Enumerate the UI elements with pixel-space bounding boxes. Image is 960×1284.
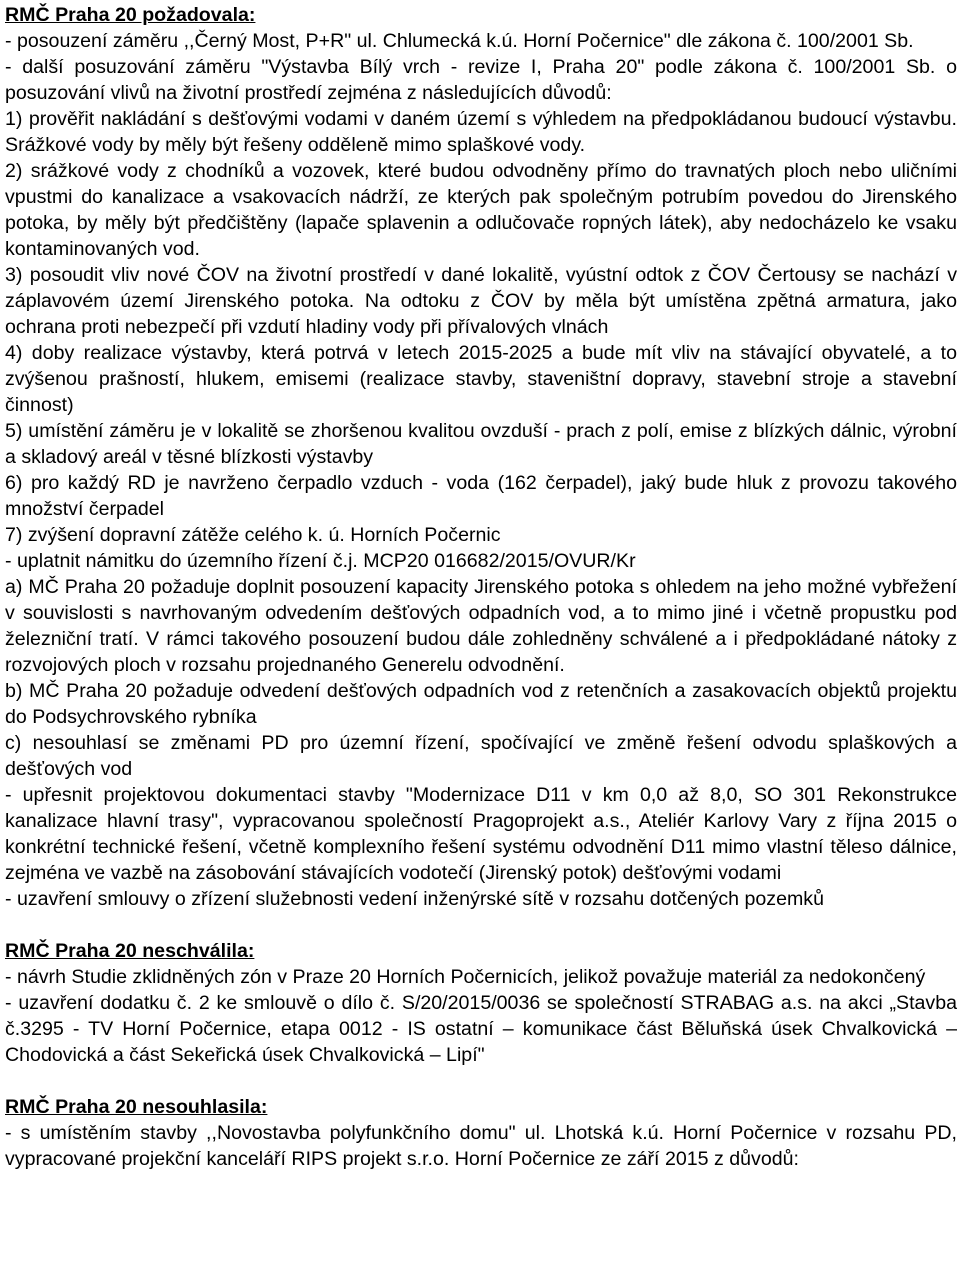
document-page — [5, 2, 957, 1172]
paragraph: 3) posoudit vliv nové ČOV na životní prostředí v dané lokalitě, vyústní odtok z ČOV Čertousy se nachází v záplavovém území Jirenského potoka. Na odtoku z ČOV by měla být umístěna zpětná armatura, jako ochrana proti nebezpečí při vzdutí hladiny vody při přívalových vlnách — [5, 264, 957, 338]
section-heading: RMČ Praha 20 nesouhlasila: — [5, 1096, 268, 1118]
paragraph: a) MČ Praha 20 požaduje doplnit posouzení kapacity Jirenského potoka s ohledem na jeho možné vybřežení v souvislosti s navrhovaným odvedením dešťových odpadních vod, a to mimo jiné i včetně propustku pod železniční tratí. V rámci takového posouzení budou dále zohledněny schválené a i předpokládané nátoky z rozvojových ploch v rozsahu projednaného Generelu odvodnění. — [5, 576, 957, 676]
paragraph: - posouzení záměru ,,Černý Most, P+R" ul. Chlumecká k.ú. Horní Počernice" dle zákona č. 100/2001 Sb. — [5, 30, 914, 52]
paragraph: - uzavření smlouvy o zřízení služebnosti vedení inženýrské sítě v rozsahu dotčených pozemků — [5, 888, 824, 910]
section-nesouhlasila — [5, 1094, 957, 1172]
paragraph: c) nesouhlasí se změnami PD pro územní řízení, spočívající ve změně řešení odvodu splaškových a dešťových vod — [5, 732, 957, 780]
paragraph: - další posuzování záměru "Výstavba Bílý vrch - revize I, Praha 20" podle zákona č. 100/2001 Sb. o posuzování vlivů na životní prostředí zejména z následujících důvodů: — [5, 56, 957, 104]
paragraph: 1) prověřit nakládání s dešťovými vodami v daném území s výhledem na předpokládanou budoucí výstavbu. Srážkové vody by měly být řešeny odděleně mimo splaškové vody. — [5, 108, 957, 156]
paragraph: 7) zvýšení dopravní zátěže celého k. ú. Horních Počernic — [5, 524, 501, 546]
section-spacer — [5, 912, 957, 938]
paragraph: - s umístěním stavby ,,Novostavba polyfunkčního domu" ul. Lhotská k.ú. Horní Počernice v rozsahu PD, vypracované projekční kanceláří RIPS projekt s.r.o. Horní Počernice ze září 2015 z důvodů: — [5, 1122, 957, 1170]
section-heading: RMČ Praha 20 požadovala: — [5, 4, 256, 26]
paragraph: - uplatnit námitku do územního řízení č.j. MCP20 016682/2015/OVUR/Kr — [5, 550, 636, 572]
paragraph: 5) umístění záměru je v lokalitě se zhoršenou kvalitou ovzduší - prach z polí, emise z blízkých dálnic, výrobní a skladový areál v těsné blízkosti výstavby — [5, 420, 957, 468]
section-pozadovala — [5, 2, 957, 912]
paragraph: - návrh Studie zklidněných zón v Praze 20 Horních Počernicích, jelikož považuje materiál za nedokončený — [5, 966, 926, 988]
section-neschvalila — [5, 938, 957, 1068]
paragraph: - uzavření dodatku č. 2 ke smlouvě o dílo č. S/20/2015/0036 se společností STRABAG a.s. na akci „Stavba č.3295 - TV Horní Počernice, etapa 0012 - IS ostatní – komunikace část Běluňská úsek Chvalkovická – Chodovická a část Sekeřická úsek Chvalkovická – Lipí" — [5, 992, 957, 1066]
paragraph: 6) pro každý RD je navrženo čerpadlo vzduch - voda (162 čerpadel), jaký bude hluk z provozu takového množství čerpadel — [5, 472, 957, 520]
section-heading: RMČ Praha 20 neschválila: — [5, 940, 255, 962]
paragraph: b) MČ Praha 20 požaduje odvedení dešťových odpadních vod z retenčních a zasakovacích objektů projektu do Podsychrovského rybníka — [5, 680, 957, 728]
paragraph: 4) doby realizace výstavby, která potrvá v letech 2015-2025 a bude mít vliv na stávající obyvatelé, a to zvýšenou prašností, hlukem, emisemi (realizace stavby, staveništní dopravy, stavební stroje a stavební činnost) — [5, 342, 957, 416]
paragraph: 2) srážkové vody z chodníků a vozovek, které budou odvodněny přímo do travnatých ploch nebo uličními vpustmi do kanalizace a vsakovacích nádrží, ze kterých pak společným potrubím povedou do Jirenského potoka, by měly být předčištěny (lapače splavenin a odlučovače ropných látek), aby nedocházelo ke vsaku kontaminovaných vod. — [5, 160, 957, 260]
section-spacer — [5, 1068, 957, 1094]
paragraph: - upřesnit projektovou dokumentaci stavby "Modernizace D11 v km 0,0 až 8,0, SO 301 Rekonstrukce kanalizace hlavní trasy", vypracovanou společností Pragoprojekt a.s., Ateliér Karlovy Vary z října 2015 o konkrétní technické řešení, včetně komplexního řešení systému odvodnění D11 mimo vlastní těleso dálnice, zejména ve vazbě na zásobování stávajících vodotečí (Jirenský potok) dešťovými vodami — [5, 784, 957, 884]
